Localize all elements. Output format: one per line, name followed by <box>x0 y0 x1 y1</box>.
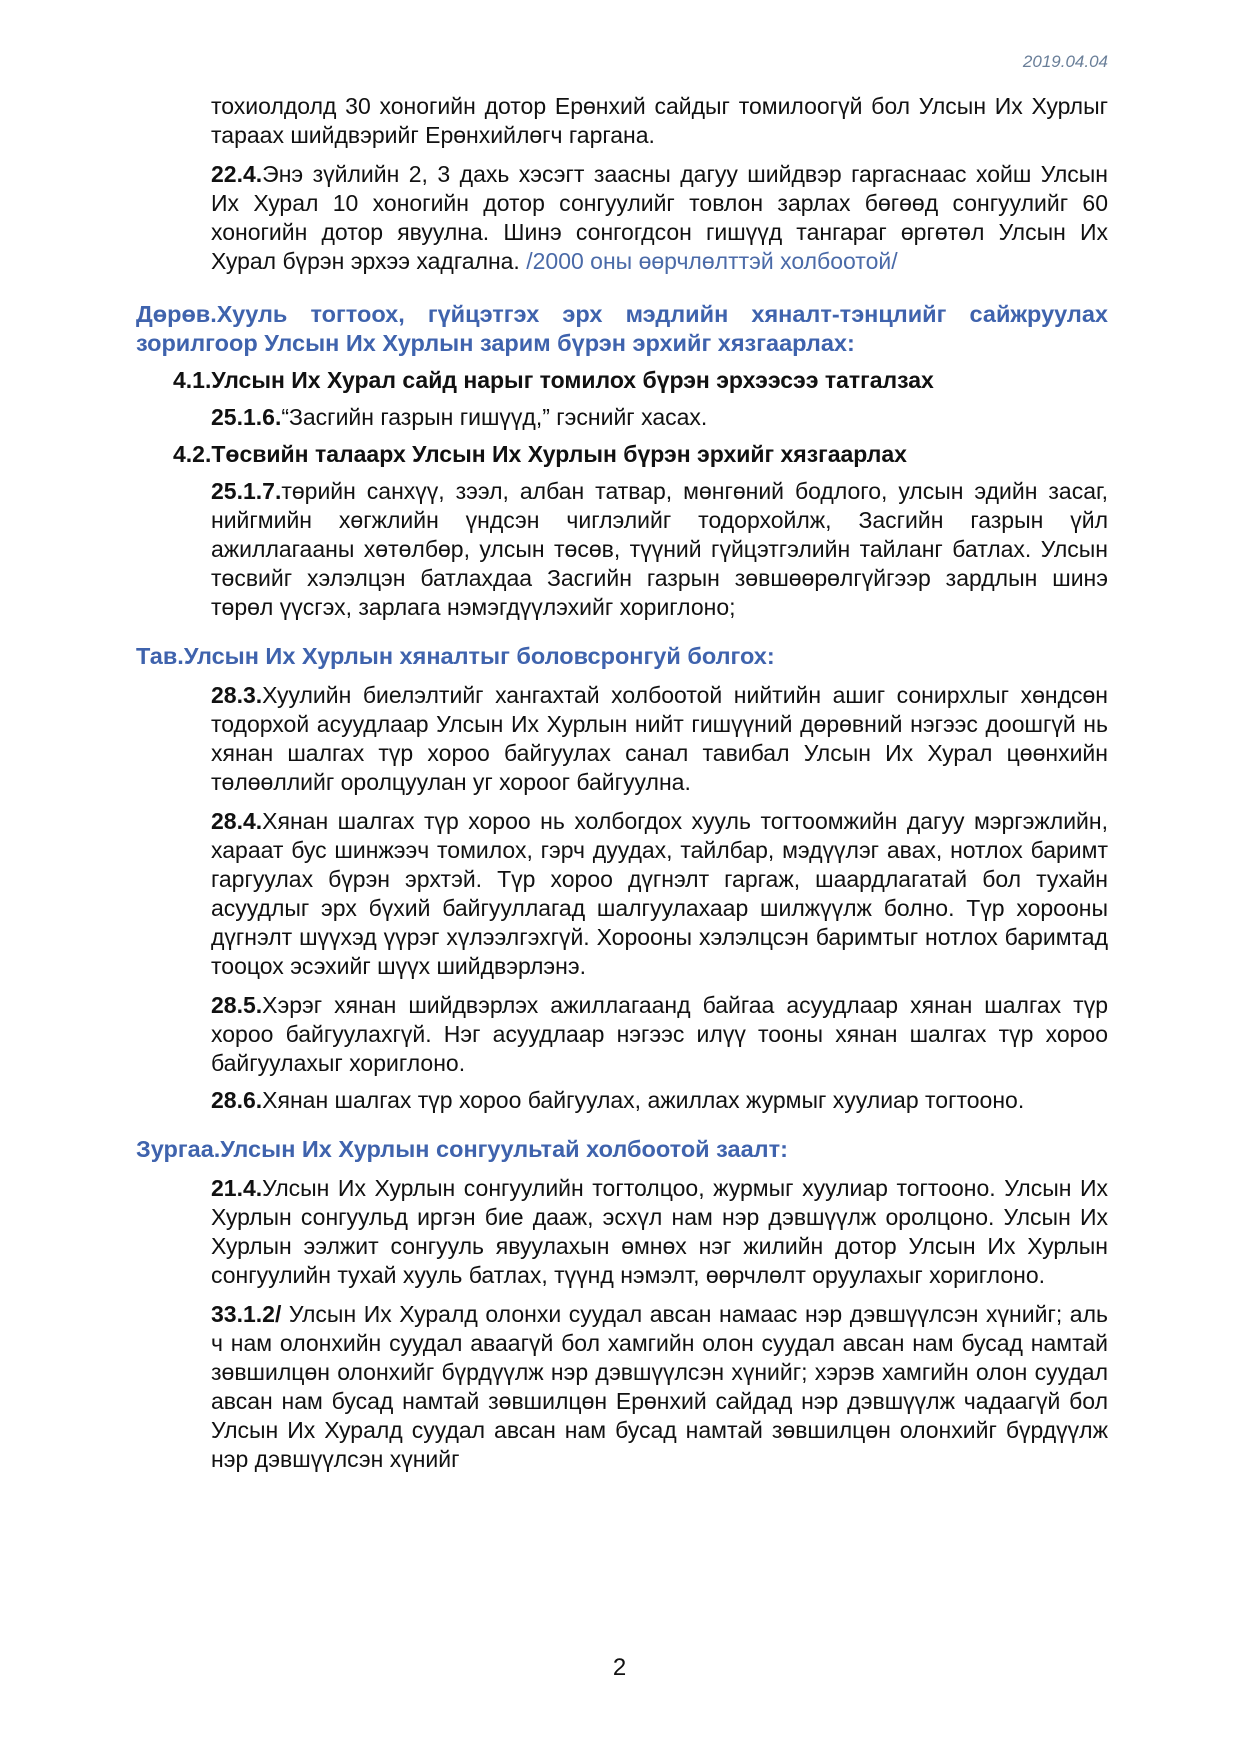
paragraph-25-1-7 <box>136 477 1108 622</box>
subsection-heading-4-1: 4.1.Улсын Их Хурал сайд нарыг томилох бүрэн эрхээсээ татгалзах <box>173 367 934 393</box>
page-number: 2 <box>612 1654 627 1681</box>
paragraph-28-6 <box>136 1086 1108 1115</box>
paragraph-text: Хянан шалгах түр хороо байгуулах, ажиллах журмыг хуулиар тогтооно. <box>262 1087 1025 1113</box>
paragraph-number: 25.1.7. <box>211 478 282 504</box>
paragraph-25-1-6 <box>136 403 1108 432</box>
paragraph-28-4 <box>136 807 1108 981</box>
paragraph-number: 28.6. <box>211 1087 263 1113</box>
paragraph-number: 28.3. <box>211 682 263 708</box>
paragraph-number: 25.1.6. <box>211 404 282 430</box>
paragraph-text: Улсын Их Хурлын сонгуулийн тогтолцоо, журмыг хуулиар тогтооно. Улсын Их Хурлын сонгуульд иргэн бие дааж, эсхүл нам нэр дэвшүүлж оролцоно. Улсын Их Хурлын ээлжит сонгууль явуулахын өмнөх нэг жилийн дотор Улсын Их Хурлын сонгуулийн тухай хууль батлах, түүнд нэмэлт, өөрчлөлт оруулахыг хориглоно. <box>211 1175 1108 1288</box>
paragraph-text: Хуулийн биелэлтийг хангахтай холбоотой нийтийн ашиг сонирхлыг хөндсөн тодорхой асуудлаар Улсын Их Хурлын нийт гишүүний дөрөвний нэгээс доошгүй нь хянан шалгах түр хороо байгуулах санал тавибал Улсын Их Хурал цөөнхийн төлөөллийг оролцуулан уг хороог байгуулна. <box>211 682 1108 795</box>
paragraph-text: Энэ зүйлийн 2, 3 дахь хэсэгт заасны дагуу шийдвэр гаргаснаас хойш Улсын Их Хурал 10 хоногийн дотор сонгуулийг товлон зарлах бөгөөд сонгуулийг 60 хоногийн дотор явуулна. Шинэ сонгогдсон гишүүд тангараг өргөтөл Улсын Их Хурал бүрэн эрхээ хадгална. <box>211 161 1108 274</box>
document-body <box>136 92 1108 1474</box>
paragraph-28-3 <box>136 681 1108 797</box>
section-heading-six: Зургаа.Улсын Их Хурлын сонгуультай холбоотой заалт: <box>136 1136 788 1162</box>
paragraph-text: Хянан шалгах түр хороо нь холбогдох хууль тогтоомжийн дагуу мэргэжлийн, хараат бус шинжээч томилох, гэрч дуудах, тайлбар, мэдүүлэг авах, нотлох баримт гаргуулах бүрэн эрхтэй. Түр хороо дүгнэлт гаргаж, шаардлагатай бол тухайн асуудлыг эрх бүхий байгууллагад шалгуулахаар шилжүүлж болно. Түр хорооны дүгнэлт шүүхэд үүрэг хүлээлгэхгүй. Хорооны хэлэлцсэн баримтыг нотлох баримтад тооцох эсэхийг шүүх шийдвэрлэнэ. <box>211 808 1108 979</box>
subsection-heading-4-2: 4.2.Төсвийн талаарх Улсын Их Хурлын бүрэн эрхийг хязгаарлах <box>173 441 907 467</box>
paragraph-number: 21.4. <box>211 1175 263 1201</box>
paragraph-number: 28.5. <box>211 992 263 1018</box>
paragraph-number: 22.4. <box>211 161 263 187</box>
paragraph-33-1-2 <box>136 1300 1108 1474</box>
amendment-note: /2000 оны өөрчлөлттэй холбоотой/ <box>526 248 898 274</box>
paragraph-22-4 <box>136 160 1108 276</box>
paragraph-text: төрийн санхүү, зээл, албан татвар, мөнгөний бодлого, улсын эдийн засаг, нийгмийн хөгжлийн үндсэн чиглэлийг тодорхойлж, Засгийн газрын үйл ажиллагааны хөтөлбөр, улсын төсөв, түүний гүйцэтгэлийн тайланг батлах. Улсын төсвийг хэлэлцэн батлахдаа Засгийн газрын зөвшөөрөлгүйгээр зардлын шинэ төрөл үүсгэх, зарлага нэмэгдүүлэхийг хориглоно; <box>211 478 1108 620</box>
paragraph-28-5 <box>136 991 1108 1078</box>
document-date: 2019.04.04 <box>1022 52 1108 71</box>
paragraph-text: Хэрэг хянан шийдвэрлэх ажиллагаанд байгаа асуудлаар хянан шалгах түр хороо байгуулахгүй. Нэг асуудлаар нэгээс илүү тооны хянан шалгах түр хороо байгуулахыг хориглоно. <box>211 992 1108 1076</box>
paragraph-number: 33.1.2/ <box>211 1301 282 1327</box>
paragraph-text: Улсын Их Хуралд олонхи суудал авсан намаас нэр дэвшүүлсэн хүнийг; аль ч нам олонхийн суудал аваагүй бол хамгийн олон суудал авсан нам бусад намтай зөвшилцөн олонхийг бүрдүүлж нэр дэвшүүлсэн хүнийг; хэрэв хамгийн олон суудал авсан нам бусад намтай зөвшилцөн Ерөнхий сайдад нэр дэвшүүлж чадаагүй бол Улсын Их Хуралд суудал авсан нам бусад намтай зөвшилцөн олонхийг бүрдүүлж нэр дэвшүүлсэн хүнийг <box>211 1301 1108 1472</box>
paragraph-number: 28.4. <box>211 808 263 834</box>
paragraph-continuation: тохиолдолд 30 хоногийн дотор Ерөнхий сайдыг томилоогүй бол Улсын Их Хурлыг тараах шийдвэрийг Ерөнхийлөгч гаргана. <box>211 93 1108 148</box>
paragraph-21-4 <box>136 1174 1108 1290</box>
section-heading-five: Тав.Улсын Их Хурлын хяналтыг боловсронгуй болгох: <box>136 643 775 669</box>
section-heading-four: Дөрөв.Хууль тогтоох, гүйцэтгэх эрх мэдлийн хяналт-тэнцлийг сайжруулах зорилгоор Улсын Их Хурлын зарим бүрэн эрхийг хязгаарлах: <box>136 301 1108 356</box>
paragraph-text: “Засгийн газрын гишүүд,” гэснийг хасах. <box>281 404 708 430</box>
